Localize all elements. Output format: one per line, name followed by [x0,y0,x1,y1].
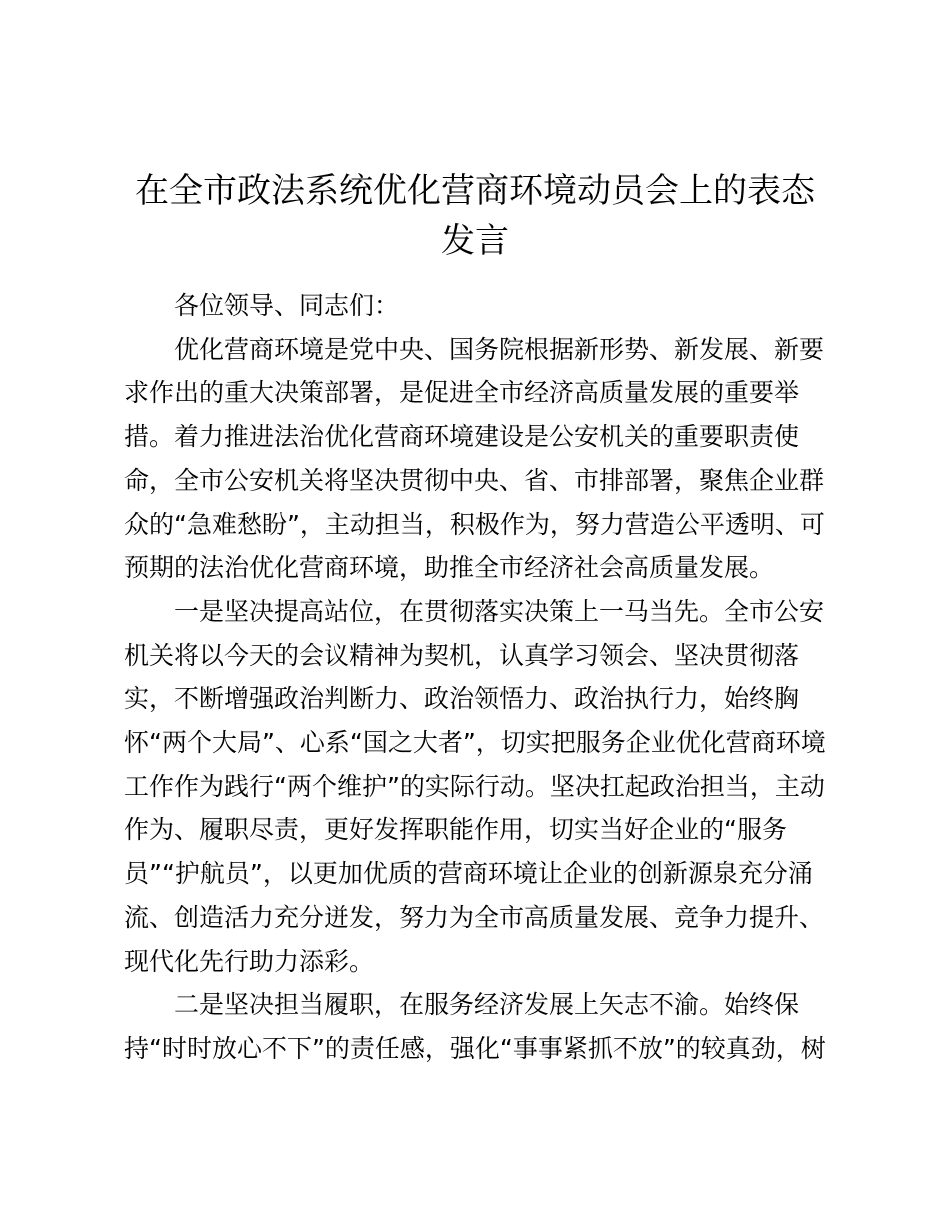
text-line: 员”“护航员”，以更加优质的营商环境让企业的创新源泉充分涌 [124,859,813,889]
salutation: 各位领导、同志们： [174,291,400,320]
document-title [125,166,825,266]
title-line-1: 在全市政法系统优化营商环境动员会上的表态 [135,171,815,211]
text-line: 现代化先行助力添彩。 [124,946,375,976]
text-line: 求作出的重大决策部署，是促进全市经济高质量发展的重要举 [124,378,800,408]
text-line: 持“时时放心不下”的责任感，强化“事事紧抓不放”的较真劲，树 [124,1033,826,1063]
paragraph-3 [124,983,828,1070]
text-line: 实，不断增强政治判断力、政治领悟力、政治执行力，始终胸 [124,684,800,714]
text-line: 二是坚决担当履职，在服务经济发展上矢志不渝。始终保 [174,990,800,1020]
paragraph-1 [124,328,828,590]
title-line-2: 发言 [441,221,509,261]
text-line: 措。着力推进法治优化营商环境建设是公安机关的重要职责使 [124,422,800,452]
document-body [124,284,828,1071]
text-line: 一是坚决提高站位，在贯彻落实决策上一马当先。全市公安 [174,596,825,626]
text-line: 流、创造活力充分迸发，努力为全市高质量发展、竞争力提升、 [124,902,825,932]
text-line: 命，全市公安机关将坚决贯彻中央、省、市排部署，聚焦企业群 [124,465,825,495]
text-line: 优化营商环境是党中央、国务院根据新形势、新发展、新要 [174,334,825,364]
paragraph-2 [124,590,828,983]
text-line: 众的“急难愁盼”，主动担当，积极作为，努力营造公平透明、可 [124,509,825,539]
text-line: 怀“两个大局”、心系“国之大者”，切实把服务企业优化营商环境 [124,728,826,758]
text-line: 预期的法治优化营商环境，助推全市经济社会高质量发展。 [124,553,775,583]
text-line: 工作作为践行“两个维护”的实际行动。坚决扛起政治担当，主动 [124,771,825,801]
text-line: 机关将以今天的会议精神为契机，认真学习领会、坚决贯彻落 [124,640,800,670]
text-line: 作为、履职尽责，更好发挥职能作用，切实当好企业的“服务 [124,815,787,845]
